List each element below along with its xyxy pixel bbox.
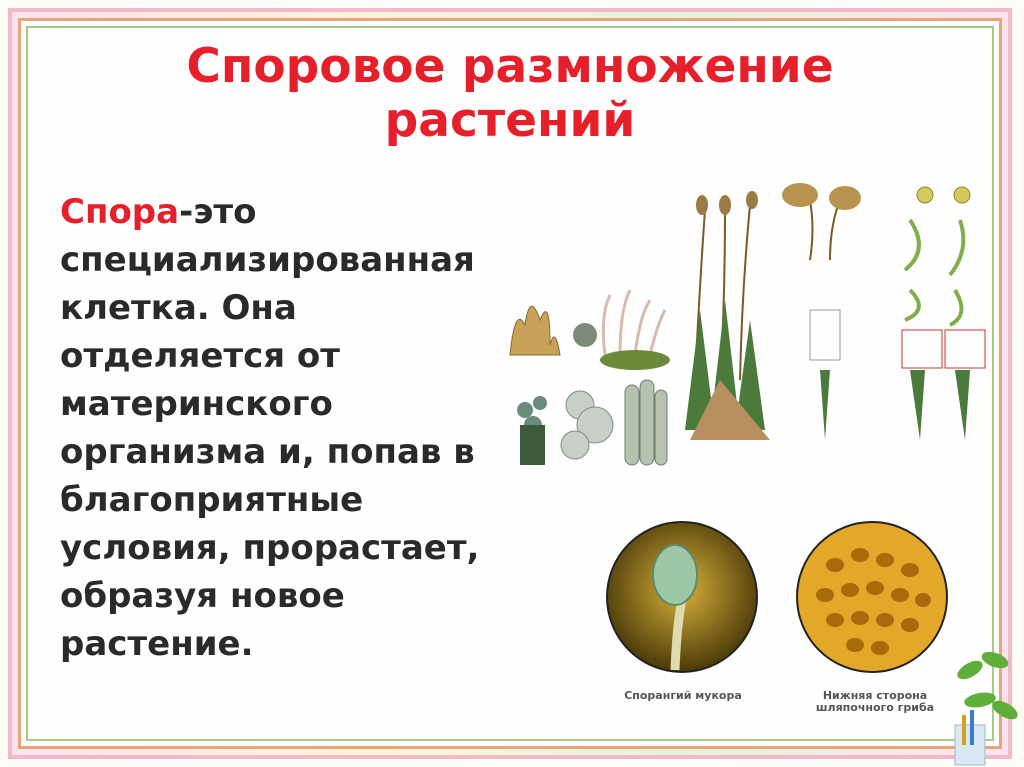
title-line-2: растений	[384, 93, 636, 148]
definition-text	[60, 188, 510, 668]
lichen-illustration	[505, 285, 675, 485]
mushroom-underside-photo	[795, 520, 950, 675]
slide-title	[90, 40, 930, 148]
plant-corner-decoration	[940, 630, 1024, 767]
title-line-1: Споровое размножение	[186, 39, 834, 94]
definition-body: -это специализированная клетка. Она отделяется от материнского организма и, попав в благоприятные условия, прорастает, образуя новое растение.	[60, 192, 480, 664]
term-spore: Спора	[60, 192, 180, 232]
sporangium-photo	[605, 520, 760, 675]
caption-mushroom: Нижняя сторона шляпочного гриба	[815, 689, 935, 714]
moss-lifecycle-illustration	[680, 180, 990, 440]
caption-sporangium: Спорангий мукора	[624, 689, 742, 702]
